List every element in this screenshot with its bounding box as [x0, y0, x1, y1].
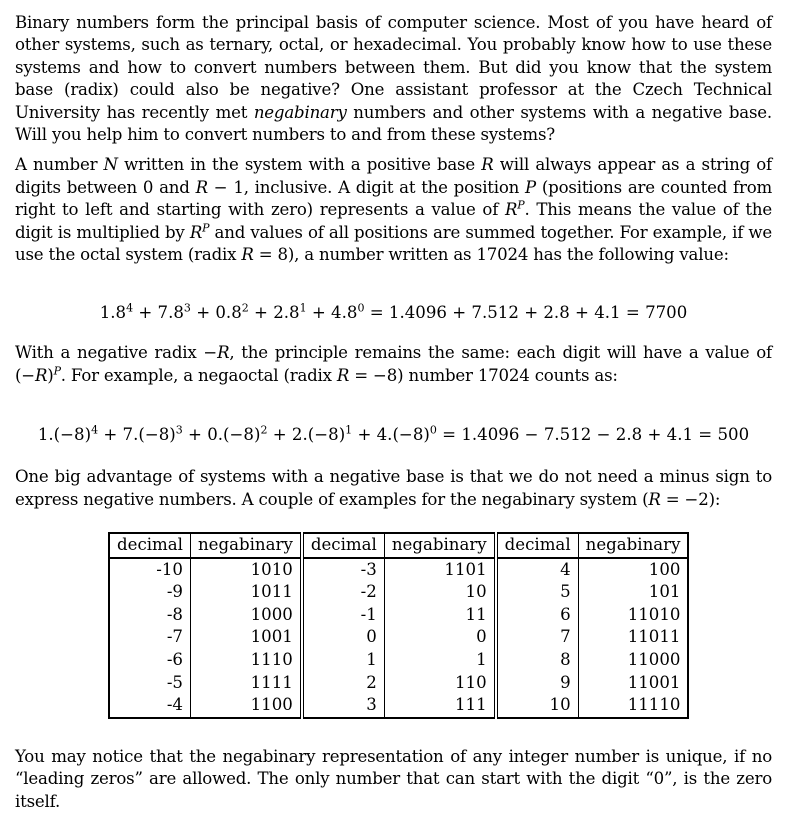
formula-term: + 4.8	[306, 303, 358, 323]
math-var: R	[189, 222, 203, 242]
math-var: R	[648, 489, 661, 509]
math-exponent: P	[202, 221, 210, 235]
table-cell: 11110	[627, 695, 681, 715]
table-row	[109, 558, 688, 582]
math-var: P	[525, 177, 537, 197]
math-exponent: P	[517, 198, 525, 212]
table-cell: -2	[302, 581, 384, 604]
table-row	[109, 649, 688, 672]
table-cell: 11000	[627, 650, 681, 670]
text-run: One big advantage of systems with a negative base is that we do not need a minus sign to express negative numbers. A couple of examples for the negabinary system (	[15, 467, 772, 509]
negaoctal-formula	[15, 424, 772, 446]
table-cell: 11	[384, 604, 495, 627]
table-cell: 11010	[627, 604, 681, 624]
math-var: R	[34, 365, 48, 385]
table-cell: -10	[109, 558, 190, 582]
column-header: decimal	[302, 533, 384, 558]
table-row	[109, 626, 688, 649]
negabinary-emphasis: negabinary	[253, 102, 347, 122]
math-var: R	[481, 155, 494, 175]
table-cell: 10	[384, 581, 495, 604]
text-run: and values of all positions are summed together. For example, if we use the octal system (radix	[15, 222, 773, 265]
table-row	[109, 581, 688, 604]
table-cell: -3	[302, 558, 384, 582]
text-run: − 1, inclusive. A digit at the position	[213, 177, 520, 197]
text-run: . For example, a negaoctal (radix	[60, 365, 332, 385]
formula-exponent: 4	[126, 301, 134, 315]
math-var: R	[217, 343, 230, 363]
table-cell: -8	[109, 604, 190, 627]
text-run: A number	[15, 155, 98, 175]
formula-term: 1.8	[99, 303, 127, 323]
table-cell: -6	[109, 649, 190, 672]
math-var: R	[336, 365, 350, 385]
formula-result: = 1.4096 − 7.512 − 2.8 + 4.1 = 500	[436, 425, 750, 445]
text-run: = 8), a number written as 17024 has the following value:	[258, 245, 729, 265]
math-var: N	[103, 155, 118, 175]
text-run: = −8) number 17024 counts as:	[354, 365, 618, 385]
table-cell: 3	[302, 694, 384, 718]
math-var: R	[241, 245, 254, 265]
table-header-row	[109, 533, 688, 558]
uniqueness-paragraph: You may notice that the negabinary representation of any integer number is unique, if no “leading zeros” are allowed. The only number that can start with the digit “0”, is the zero itself.	[15, 746, 772, 811]
formula-exponent: 0	[429, 423, 437, 437]
formula-exponent: 1	[345, 423, 353, 437]
table-cell: 1100	[190, 694, 301, 718]
formula-term: + 7.8	[133, 303, 184, 323]
table-cell: 1	[384, 649, 495, 672]
table-cell: 100	[648, 559, 681, 579]
table-cell: -7	[109, 626, 190, 649]
formula-exponent: 2	[241, 301, 249, 315]
formula-exponent: 3	[175, 423, 183, 437]
table-cell: 1101	[384, 558, 495, 582]
formula-term: + 0.(−8)	[182, 425, 261, 445]
table-cell: -5	[109, 672, 190, 695]
positive-base-paragraph	[15, 154, 772, 266]
problem-statement	[15, 12, 772, 813]
column-header: negabinary	[384, 533, 495, 558]
table-cell: 11011	[627, 627, 681, 647]
column-header: negabinary	[578, 533, 688, 558]
text-run: . This means the value of the digit is multiplied by	[15, 200, 772, 242]
table-cell: 111	[384, 694, 495, 718]
table-cell: 1001	[190, 626, 301, 649]
table-row	[109, 694, 688, 718]
text-run: With a negative radix −	[15, 343, 218, 363]
table-cell: -1	[302, 604, 384, 627]
table-cell: 101	[648, 582, 681, 602]
text-run: will always appear as a string of digits between 0 and	[15, 155, 772, 197]
negative-radix-paragraph	[15, 342, 772, 387]
formula-term: + 2.(−8)	[267, 425, 346, 445]
table-cell: 7	[496, 626, 578, 649]
math-var: R	[505, 200, 518, 220]
math-var: R	[195, 177, 208, 197]
math-exponent: P	[53, 364, 61, 378]
table-cell: 0	[384, 626, 495, 649]
table-cell: 1000	[190, 604, 301, 627]
table-cell: 6	[496, 604, 578, 627]
intro-text: Binary numbers form the principal basis of computer science. Most of you have heard of other systems, such as ternary, octal, or hexadecimal. You probably know how to use these systems and how to convert numbers between them. But did you know that the system base (radix) could also be negative? One assistant professor at the Czech Technical University has recently met	[15, 13, 772, 122]
table-cell: 11001	[627, 672, 681, 692]
table-cell: 8	[496, 649, 578, 672]
text-run: = −2):	[665, 489, 721, 509]
table-cell: 1111	[190, 672, 301, 695]
table-cell: 1110	[190, 649, 301, 672]
formula-exponent: 1	[299, 301, 307, 315]
column-header: decimal	[496, 533, 578, 558]
table-cell: -4	[109, 694, 190, 718]
octal-formula	[15, 302, 772, 324]
formula-term: + 7.(−8)	[98, 425, 176, 445]
table-cell: 110	[384, 672, 495, 695]
formula-exponent: 3	[183, 301, 191, 315]
table-cell: 5	[496, 581, 578, 604]
formula-exponent: 2	[260, 423, 268, 437]
formula-exponent: 4	[91, 423, 99, 437]
negabinary-table-wrap	[108, 532, 772, 719]
formula-term: + 2.8	[248, 303, 300, 323]
table-cell: 10	[496, 694, 578, 718]
table-cell: 1011	[190, 581, 301, 604]
table-row	[109, 604, 688, 627]
table-cell: 1010	[190, 558, 301, 582]
text-run: written in the system with a positive base	[124, 155, 475, 175]
negabinary-examples-table	[108, 532, 689, 719]
intro-text-tail: numbers and other systems with a negative base. Will you help him to convert numbers to and from these systems?	[15, 102, 773, 145]
advantage-paragraph	[15, 466, 772, 511]
column-header: negabinary	[190, 533, 301, 558]
intro-paragraph	[15, 12, 772, 146]
column-header: decimal	[109, 533, 190, 558]
table-cell: 0	[302, 626, 384, 649]
formula-exponent: 0	[357, 301, 365, 315]
table-row	[109, 672, 688, 695]
formula-term: + 4.(−8)	[352, 425, 430, 445]
formula-term: + 0.8	[190, 303, 242, 323]
table-cell: 9	[496, 672, 578, 695]
text-run: (positions are counted from right to left and starting with zero) represents a value of	[15, 177, 773, 220]
table-cell: 2	[302, 672, 384, 695]
formula-term: 1.(−8)	[37, 425, 92, 445]
table-cell: 1	[302, 649, 384, 672]
table-cell: -9	[109, 581, 190, 604]
text-run: )	[47, 365, 54, 385]
text-run: , the principle remains the same: each digit will have a value of (−	[15, 343, 772, 385]
table-cell: 4	[496, 558, 578, 582]
formula-result: = 1.4096 + 7.512 + 2.8 + 4.1 = 7700	[364, 303, 688, 323]
